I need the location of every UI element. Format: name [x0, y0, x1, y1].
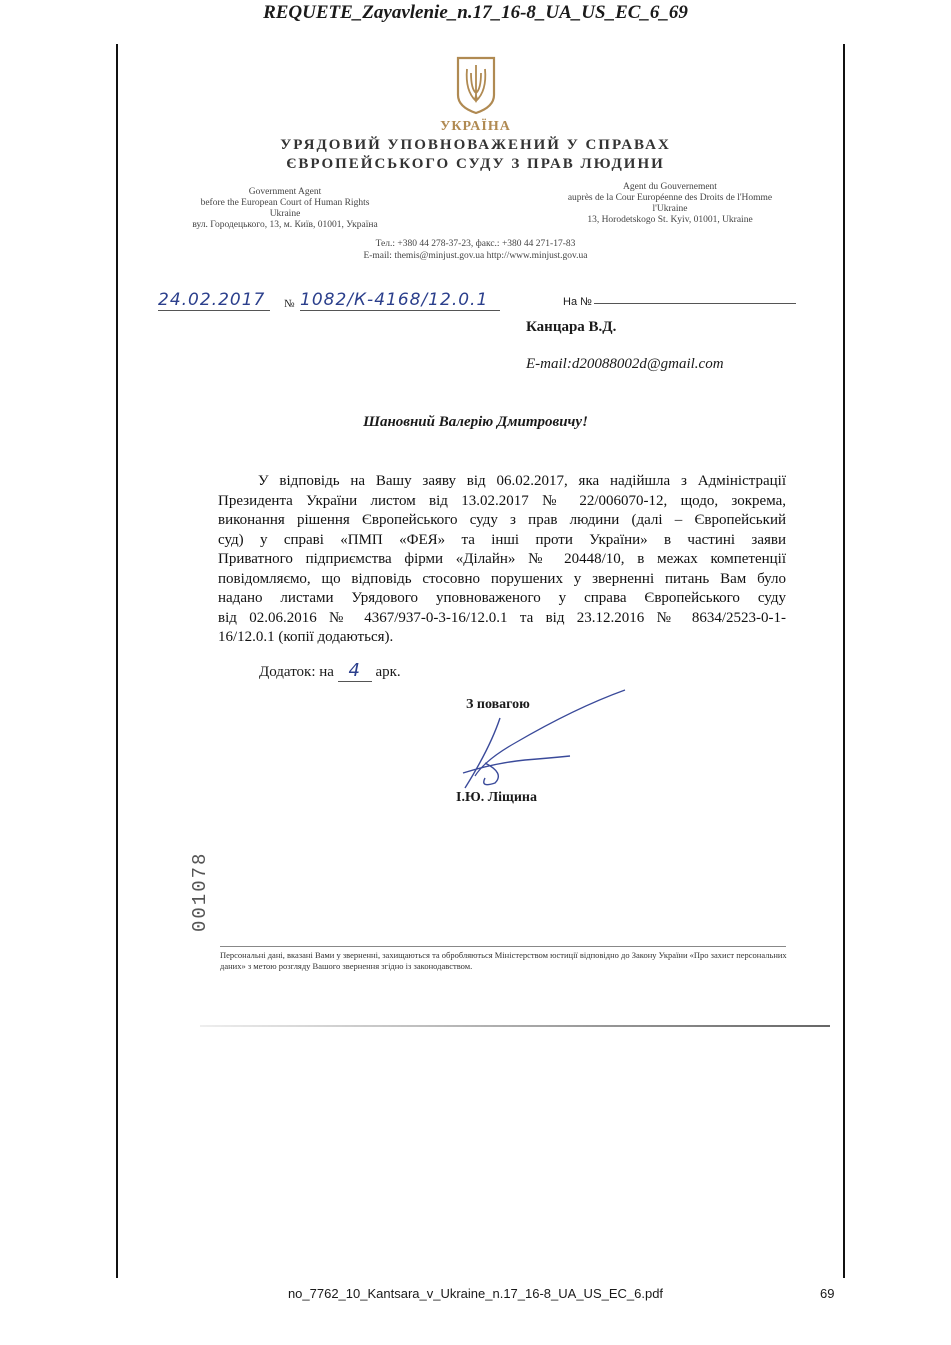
body-line: Приватного підприємства фірми «Ділайн» № 20448/10, в межах компетенції [218, 551, 786, 567]
right-block-line: auprès de la Cour Européenne des Droits de l'Homme [567, 193, 773, 203]
handwritten-ref-number: 1082/К-4168/12.0.1 [300, 290, 500, 311]
letterhead-country: УКРАЇНА [440, 119, 511, 134]
letterhead-org-line1: УРЯДОВИЙ УПОВНОВАЖЕНИЙ У СПРАВАХ [280, 137, 671, 153]
annex-suffix: арк. [375, 664, 401, 680]
body-line: виконання рішення Європейського суду з прав людини (далі – Європейський [218, 512, 786, 528]
letterhead-email: E-mail: themis@minjust.gov.ua http://www.minjust.gov.ua [363, 251, 588, 261]
right-block-line: l'Ukraine [652, 204, 688, 214]
document-header: REQUETE_Zayavlenie_n.17_16-8_UA_US_EC_6_69 [263, 2, 688, 23]
trident-emblem-icon [455, 55, 497, 115]
recipient-name: Канцара В.Д. [526, 319, 617, 335]
letterhead-right-block [540, 182, 800, 226]
letter-body [218, 472, 786, 648]
handwritten-date: 24.02.2017 [158, 290, 270, 311]
salutation: Шановний Валерію Дмитровичу! [363, 414, 588, 430]
privacy-note: Персональні дані, вказані Вами у зверненні, захищаються та обробляються Міністерством юстиції відповідно до Закону України «Про захист персональних даних» з метою розгляду Вашого звернення згідно із законодавством. [220, 950, 787, 971]
body-line: суд) у справі «ПМП «ФЕЯ» та інші проти України» в частині заяви [218, 531, 786, 548]
body-line: 16/12.0.1 (копії додаються). [218, 629, 394, 645]
left-block-line: before the European Court of Human Rights [200, 198, 370, 208]
left-block-line: Government Agent [248, 187, 322, 197]
reply-to-label: На № [563, 296, 592, 308]
body-line: від 02.06.2016 № 4367/937-0-3-16/12.0.1 та від 23.12.2016 № 8634/2523-0-1- [218, 609, 786, 626]
right-block-line: Agent du Gouvernement [623, 182, 717, 192]
annex-line [259, 660, 401, 682]
body-line: надано листами Урядового уповноваженого у справа Європейського суду [218, 590, 786, 606]
annex-count: 4 [338, 660, 372, 682]
left-border-line [116, 44, 118, 1278]
stamp-number: 001078 [189, 851, 211, 932]
body-line: Президента України листом від 13.02.2017 № 22/006070-12, щодо, зокрема, [218, 492, 786, 509]
reply-to-line [594, 303, 796, 304]
signatory: І.Ю. Ліщина [456, 790, 537, 805]
right-border-line [843, 44, 845, 1278]
recipient-email: E-mail:d20088002d@gmail.com [526, 356, 724, 372]
letterhead-left-block [170, 187, 400, 231]
footer-page-number: 69 [820, 1286, 835, 1301]
annex-prefix: Додаток: на [259, 664, 334, 680]
letterhead-org-line2: ЄВРОПЕЙСЬКОГО СУДУ З ПРАВ ЛЮДИНИ [286, 156, 665, 172]
letterhead-phone: Тел.: +380 44 278-37-23, факс.: +380 44 271-17-83 [375, 239, 576, 249]
footer-filename: no_7762_10_Kantsara_v_Ukraine_n.17_16-8_UA_US_EC_6.pdf [287, 1286, 664, 1301]
privacy-divider [220, 946, 786, 947]
body-line: повідомляємо, що відповідь стосовно порушених у зверненні питань Вам було [218, 570, 786, 587]
body-line: У відповідь на Вашу заяву від 06.02.2017, яка надійшла з Адміністрації [258, 473, 786, 489]
left-block-line: Ukraine [269, 209, 301, 219]
ref-number-label: № [284, 298, 295, 310]
signature-icon [455, 688, 635, 798]
left-block-line: вул. Городецького, 13, м. Київ, 01001, Україна [192, 220, 378, 230]
closing: З повагою [466, 697, 530, 712]
right-block-line: 13, Horodetskogo St. Kyiv, 01001, Ukraine [587, 215, 753, 225]
page-scan-edge [200, 1025, 830, 1027]
